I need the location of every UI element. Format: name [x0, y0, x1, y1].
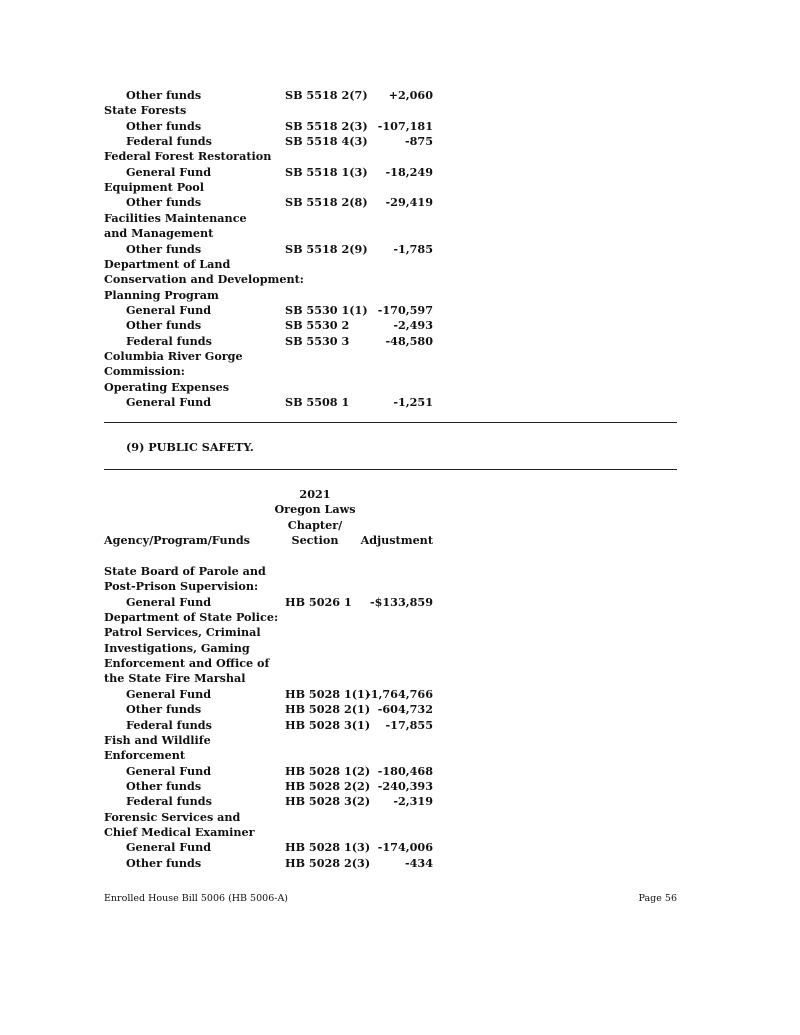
- fund-label: General Fund: [126, 164, 212, 179]
- agency-program-label: State Forests: [104, 103, 187, 118]
- section-cell: HB 5028 1(1): [285, 686, 371, 701]
- header-section-line-2: Oregon Laws: [274, 502, 356, 516]
- adjustment-cell: -1,785: [393, 241, 433, 256]
- section-cell: HB 5028 2(2): [285, 778, 371, 793]
- agency-program-label: the State Fire Marshal: [104, 671, 246, 686]
- header-adjustment: Adjustment: [360, 533, 433, 547]
- adjustment-cell: -17,855: [385, 717, 433, 732]
- adjustment-cell: -2,319: [393, 794, 433, 809]
- fund-label: General Fund: [126, 840, 212, 855]
- section-divider-bottom: [104, 469, 677, 470]
- adjustment-cell: -107,181: [377, 118, 433, 133]
- section-cell: HB 5026 1: [285, 594, 352, 609]
- fund-label: General Fund: [126, 594, 212, 609]
- fund-label: General Fund: [126, 395, 212, 409]
- agency-program-label: Patrol Services, Criminal: [104, 625, 261, 640]
- agency-program-label: Department of State Police:: [104, 610, 279, 625]
- agency-program-label: and Management: [104, 226, 214, 241]
- section-cell: SB 5518 2(3): [285, 118, 368, 133]
- section-cell: HB 5028 1(2): [285, 763, 371, 778]
- fund-label: Other funds: [126, 88, 202, 102]
- agency-program-label: Operating Expenses: [104, 379, 230, 394]
- agency-program-label: Investigations, Gaming: [104, 640, 250, 655]
- agency-program-label: State Board of Parole and: [104, 564, 266, 578]
- adjustment-cell: -174,006: [377, 840, 433, 855]
- agency-program-label: Equipment Pool: [104, 180, 204, 195]
- fund-label: Other funds: [126, 241, 202, 256]
- adjustment-cell: -2,493: [393, 318, 433, 333]
- fund-label: Other funds: [126, 702, 202, 717]
- section-cell: SB 5518 2(9): [285, 241, 368, 256]
- fund-label: General Fund: [126, 302, 212, 317]
- adjustment-cell: -875: [405, 134, 433, 149]
- section-cell: HB 5028 3(1): [285, 717, 371, 732]
- section-cell: SB 5530 1(1): [285, 302, 368, 317]
- section-cell: SB 5518 2(8): [285, 195, 368, 210]
- section-cell: HB 5028 2(1): [285, 702, 371, 717]
- agency-program-label: Enforcement: [104, 748, 186, 763]
- fund-label: Other funds: [126, 318, 202, 333]
- header-section-line-4: Section: [291, 533, 339, 547]
- fund-label: Other funds: [126, 778, 202, 793]
- section-cell: HB 5028 2(3): [285, 855, 371, 870]
- fund-label: Federal funds: [126, 333, 212, 348]
- header-section-line-1: 2021: [299, 487, 331, 501]
- agency-program-label: Chief Medical Examiner: [104, 824, 255, 839]
- agency-program-label: Conservation and Development:: [104, 272, 304, 287]
- agency-program-label: Post-Prison Supervision:: [104, 579, 259, 594]
- section-divider-top: [104, 422, 677, 423]
- adjustment-cell: -29,419: [385, 195, 433, 210]
- section-cell: SB 5530 3: [285, 333, 350, 348]
- adjustment-cell: -$133,859: [369, 594, 433, 609]
- agency-program-label: Federal Forest Restoration: [104, 149, 272, 164]
- footer-bill-name: Enrolled House Bill 5006 (HB 5006-A): [104, 893, 289, 904]
- section-cell: HB 5028 3(2): [285, 794, 371, 809]
- fund-label: Federal funds: [126, 794, 212, 809]
- fund-label: Federal funds: [126, 717, 212, 732]
- fund-label: Other funds: [126, 118, 202, 133]
- agency-program-label: Fish and Wildlife: [104, 732, 211, 747]
- adjustment-cell: -1,764,766: [366, 686, 433, 701]
- section-cell: HB 5028 1(3): [285, 840, 371, 855]
- adjustment-cell: +2,060: [388, 88, 433, 102]
- agency-program-label: Commission:: [104, 364, 185, 379]
- agency-program-label: Forensic Services and: [104, 809, 241, 824]
- adjustment-cell: -1,251: [393, 395, 433, 409]
- adjustment-cell: -434: [405, 855, 433, 870]
- footer-page-number: Page 56: [638, 893, 677, 904]
- adjustment-cell: -170,597: [377, 302, 433, 317]
- section-heading: (9) PUBLIC SAFETY.: [126, 440, 254, 454]
- fund-label: Federal funds: [126, 134, 212, 149]
- section-cell: SB 5508 1: [285, 395, 350, 409]
- agency-program-label: Enforcement and Office of: [104, 656, 270, 671]
- adjustment-cell: -180,468: [377, 763, 433, 778]
- section-cell: SB 5518 4(3): [285, 134, 368, 149]
- fund-label: Other funds: [126, 195, 202, 210]
- fund-label: General Fund: [126, 686, 212, 701]
- header-agency: Agency/Program/Funds: [104, 533, 250, 547]
- section-cell: SB 5518 1(3): [285, 164, 368, 179]
- fund-label: General Fund: [126, 763, 212, 778]
- adjustment-cell: -240,393: [377, 778, 433, 793]
- agency-program-label: Planning Program: [104, 287, 219, 302]
- section-cell: SB 5530 2: [285, 318, 350, 333]
- agency-program-label: Facilities Maintenance: [104, 210, 247, 225]
- section-cell: SB 5518 2(7): [285, 88, 368, 102]
- agency-program-label: Columbia River Gorge: [104, 348, 243, 363]
- adjustment-cell: -18,249: [385, 164, 433, 179]
- adjustment-cell: -48,580: [385, 333, 433, 348]
- adjustment-cell: -604,732: [377, 702, 433, 717]
- agency-program-label: Department of Land: [104, 256, 231, 271]
- fund-label: Other funds: [126, 855, 202, 870]
- header-section-line-3: Chapter/: [287, 518, 343, 532]
